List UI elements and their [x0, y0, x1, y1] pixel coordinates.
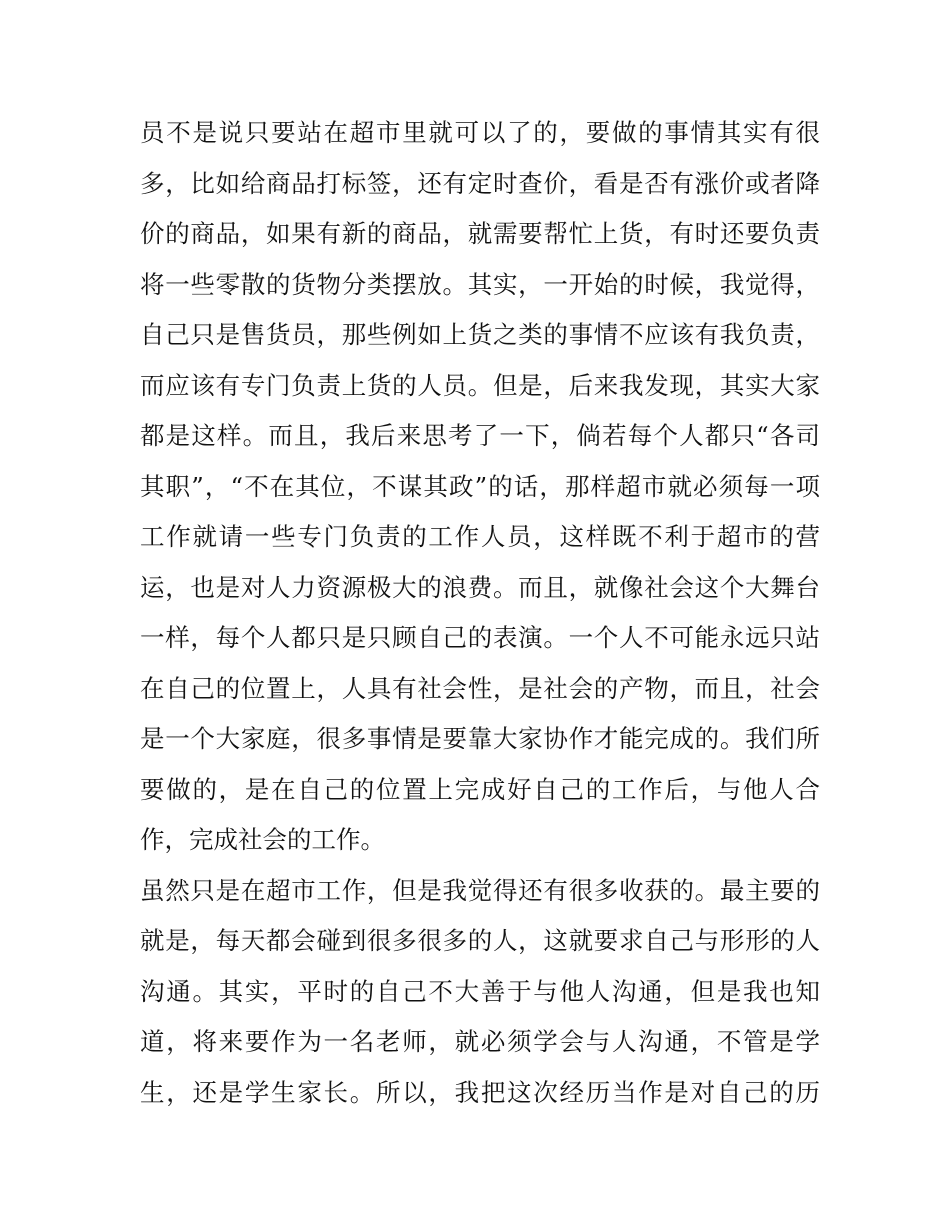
- text-line: 而应该有专门负责上货的人员。但是，后来我发现，其实大家: [140, 370, 820, 400]
- text-line: 运，也是对人力资源极大的浪费。而且，就像社会这个大舞台: [140, 572, 820, 602]
- document-body: [140, 108, 820, 1118]
- text-line: 要做的，是在自己的位置上完成好自己的工作后，与他人合: [140, 774, 820, 804]
- text-line: 都是这样。而且，我后来思考了一下，倘若每个人都只“各司: [140, 421, 820, 450]
- text-line: 一样，每个人都只是只顾自己的表演。一个人不可能永远只站: [140, 623, 820, 652]
- paragraph-2: [140, 866, 820, 1119]
- text-line: 多，比如给商品打标签，还有定时查价，看是否有涨价或者降: [140, 168, 820, 198]
- text-line: 在自己的位置上，人具有社会性，是社会的产物，而且，社会: [140, 673, 820, 703]
- text-line: 作，完成社会的工作。: [140, 825, 385, 854]
- text-line: 生，还是学生家长。所以，我把这次经历当作是对自己的历: [140, 1077, 820, 1107]
- text-line: 就是，每天都会碰到很多很多的人，这就要求自己与形形的人: [140, 926, 820, 955]
- text-line: 是一个大家庭，很多事情是要靠大家协作才能完成的。我们所: [140, 724, 820, 753]
- text-line: 价的商品，如果有新的商品，就需要帮忙上货，有时还要负责: [140, 219, 820, 248]
- text-line: 道，将来要作为一名老师，就必须学会与人沟通，不管是学: [140, 1027, 820, 1056]
- text-line: 自己只是售货员，那些例如上货之类的事情不应该有我负责，: [140, 320, 820, 349]
- text-line: 沟通。其实，平时的自己不大善于与他人沟通，但是我也知: [140, 976, 820, 1006]
- text-line: 虽然只是在超市工作，但是我觉得还有很多收获的。最主要的: [140, 875, 820, 905]
- paragraph-1: [140, 108, 820, 866]
- text-line: 员不是说只要站在超市里就可以了的，要做的事情其实有很: [140, 118, 820, 147]
- text-line: 其职”，“不在其位，不谋其政”的话，那样超市就必须每一项: [140, 471, 820, 501]
- text-line: 工作就请一些专门负责的工作人员，这样既不利于超市的营: [140, 522, 820, 551]
- text-line: 将一些零散的货物分类摆放。其实，一开始的时候，我觉得，: [140, 269, 820, 299]
